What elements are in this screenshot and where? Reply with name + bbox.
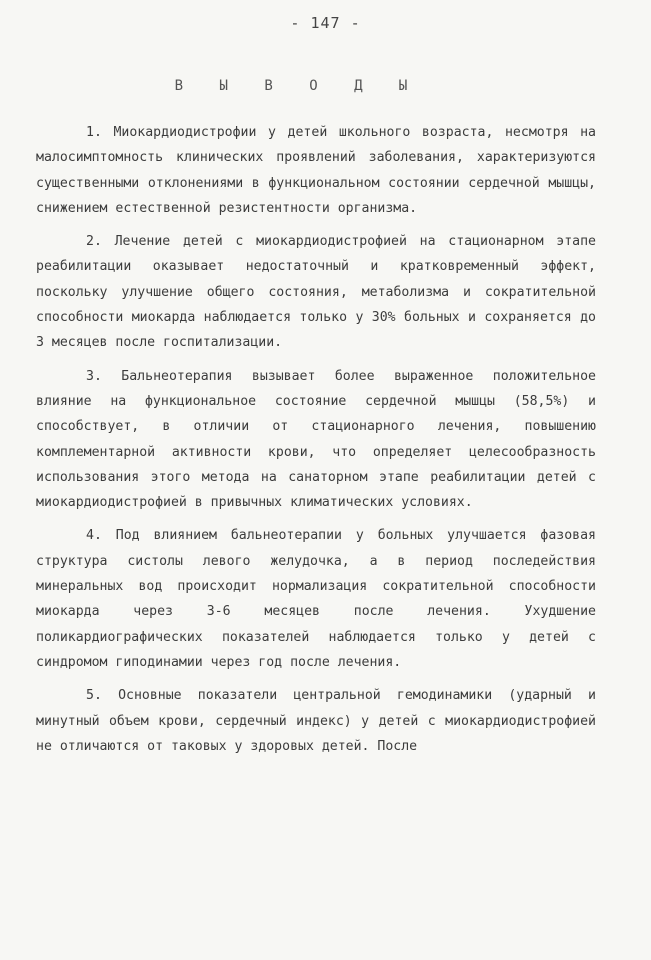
conclusion-item-5: 5. Основные показатели центральной гемодинамики (ударный и минутный объем крови, сердечный индекс) у детей с миокардиодистрофией не отличаются от таковых у здоровых детей. После — [36, 688, 596, 754]
conclusion-item-2: 2. Лечение детей с миокардиодистрофией на стационарном этапе реабилитации оказывает недостаточный и кратковременный эффект, поскольку улучшение общего состояния, метаболизма и сократительной способности миокарда наблюдается только у 30% больных и сохраняется до 3 месяцев после госпитализации. — [36, 234, 596, 351]
conclusion-item-3: 3. Бальнеотерапия вызывает более выраженное положительное влияние на функциональное состояние сердечной мышцы (58,5%) и способствует, в отличии от стационарного лечения, повышению комплементарной активности крови, что определяет целесообразность использования этого метода на санаторном этапе реабилитации детей с миокардиодистрофией в привычных климатических условиях. — [36, 368, 596, 511]
conclusion-item-4: 4. Под влиянием бальнеотерапии у больных улучшается фазовая структура систолы левого желудочка, а в период последействия минеральных вод происходит нормализация сократительной способности миокарда через 3-6 месяцев после лечения. Ухудшение поликардиографических показателей наблюдается только у детей с синдромом гиподинамии через год после лечения. — [36, 528, 596, 670]
conclusions-list — [36, 120, 596, 759]
page-number: - 147 - — [290, 14, 361, 32]
conclusion-item-1: 1. Миокардиодистрофии у детей школьного возраста, несмотря на малосимптомность клинических проявлений заболевания, характеризуются существенными отклонениями в функциональном состоянии сердечной мышцы, снижением естественной резистентности организма. — [36, 125, 596, 216]
section-heading: В Ы В О Д Ы — [174, 78, 422, 94]
